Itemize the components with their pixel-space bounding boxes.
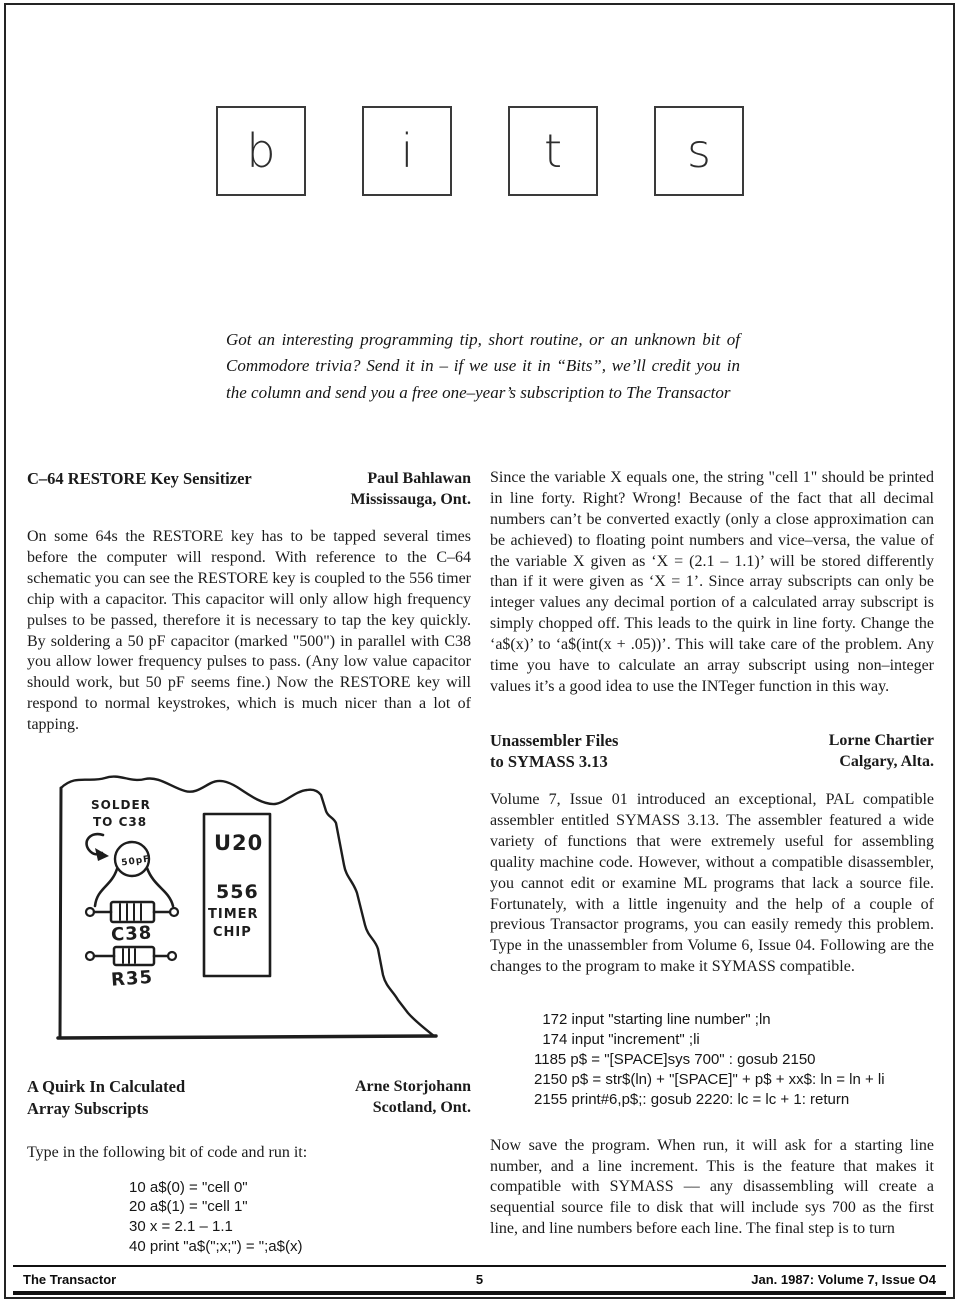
unassembler-body-paragraph-2: Now save the program. When run, it will ask for a starting line number, and a line increment. This is the feature that makes it compatible with SYMASS –– any disassembling will create a sequential source file to disk that will include sys 700 as the first line, and line numbers before each line. The final step is to turn [490, 1136, 934, 1238]
logo-box-b [216, 106, 306, 196]
u20-chip-name: U20 [214, 830, 264, 855]
code-line: 174 input "increment" ;li [534, 1030, 700, 1048]
unassembler-title-line1: Unassembler Files [490, 730, 619, 750]
author-location: Calgary, Alta. [839, 752, 934, 770]
solder-note-line1: SOLDER [91, 797, 151, 812]
footer-magazine-name: The Transactor [23, 1271, 117, 1287]
unassembler-title-line2: to SYMASS 3.13 [490, 752, 608, 772]
author-name: Arne Storjohann [354, 1077, 471, 1095]
code-line: 1185 p$ = "[SPACE]sys 700" : gosub 2150 [534, 1050, 816, 1068]
capacitor-lead-right [147, 868, 173, 906]
board-bottom-edge [58, 1036, 436, 1038]
solder-arrowhead [95, 848, 109, 861]
footer-issue-info: Jan. 1987: Volume 7, Issue O4 [751, 1271, 936, 1287]
code-line: 2150 p$ = str$(ln) + "[SPACE]" + p$ + xx$: ln = ln + li [534, 1070, 885, 1088]
restore-author-block [351, 468, 471, 510]
r35-label: R35 [110, 966, 154, 991]
new-capacitor-value: 50pF [120, 854, 152, 869]
article-title-restore: C–64 RESTORE Key Sensitizer [27, 469, 252, 488]
intro-blurb: Got an interesting programming tip, short routine, or an unknown bit of Commodore trivia? Send it in – if we use it in “Bits”, we’ll credit you in the column and send you a free one–year’s subscription to The Transactor [226, 330, 740, 402]
logo-letter: t [543, 124, 563, 178]
c64-board-sketch [27, 756, 471, 1046]
u20-chip-timer: TIMER [208, 906, 259, 922]
quirk-title-line2: Array Subscripts [27, 1098, 149, 1118]
author-location: Mississauga, Ont. [350, 491, 471, 509]
logo-letter: s [687, 124, 711, 178]
logo-letter: i [400, 124, 414, 178]
right-column [490, 468, 934, 1240]
unassembler-author-block [829, 730, 934, 772]
footer-page-number: 5 [475, 1271, 484, 1287]
u20-chip-chip: CHIP [213, 924, 252, 940]
code-line: 172 input "starting line number" ;ln [534, 1011, 771, 1029]
board-outline [60, 788, 61, 1037]
quirk-continuation-paragraph: Since the variable X equals one, the string "cell 1" should be printed in line forty. Right? Wrong! Because of the fact that all decimal numbers can’t be converted exactly (only a close approximation can be achieved) to floating point numbers and vice–versa, the value of the variable X given as ‘X = (2.1 – 1.1)’ will be stored differently than if it were given as ‘X = 1’. Since array subscripts can only be integer values any decimal portion of a calculated array subscript is simply chopped off. This leads to the quirk in line forty. Change the ‘a$(x)’ to ‘a$(int(x + .05))’. This will take care of the problem. Any time you have to calculate an array subscript using non–integer values it’s a good idea to use the INTeger function in this way. [490, 469, 934, 695]
code-line: 30 x = 2.1 – 1.1 [129, 1218, 233, 1236]
solder-note-line2: TO C38 [93, 814, 148, 829]
quirk-title-line1: A Quirk In Calculated [27, 1076, 186, 1096]
c38-label: C38 [110, 922, 153, 946]
logo-box-t [508, 106, 598, 196]
code-line: 2155 print#6,p$;: gosub 2220: lc = lc + 1: return [534, 1090, 850, 1108]
unassembler-body-paragraph-1: Volume 7, Issue 01 introduced an exceptional, PAL compatible assembler entitled SYMASS 3.13. The assembler featured a wide variety of functions that were extremely useful for assembling quality machine code. However, without a compatible disassembler, you cannot edit or examine ML programs that lack a source file. Fortunately, with a little ingenuity and the help of a couple of previous Transactor programs, you can easily remedy this problem. Type in the unassembler from Volume 6, Issue 04. Following are the changes to the program to make it SYMASS compatible. [490, 791, 934, 976]
code-line: 40 print "a$(";x;") = ";a$(x) [129, 1238, 303, 1256]
unassembler-code-listing [534, 1010, 934, 1110]
restore-body-paragraph: On some 64s the RESTORE key has to be tapped several times before the computer will respond. With reference to the C–64 schematic you can see the RESTORE key is coupled to the 556 timer chip with a capacitor. This capacitor will only allow high frequency pulses to be passed, therefore it is necessary to tap the key quickly. By soldering a 50 pF capacitor (marked "500") in parallel with C38 you allow lower frequency pulses to pass. (Any low value capacitor should work, but 50 pF seems fine.) Now the RESTORE key will respond to normal keystrokes, which is much nicer than a lot of tapping. [27, 528, 471, 734]
author-location: Scotland, Ont. [372, 1099, 471, 1117]
article-title-unassembler [490, 730, 618, 774]
capacitor-lead-left [95, 869, 117, 906]
schematic-figure [27, 756, 471, 1046]
logo-box-s [654, 106, 744, 196]
code-line: 10 a$(0) = "cell 0" [129, 1178, 248, 1196]
quirk-code-listing [129, 1178, 471, 1258]
restore-article-header [27, 468, 471, 510]
bits-logo [0, 106, 960, 196]
c38-body [111, 902, 154, 922]
author-name: Paul Bahlawan [367, 470, 471, 487]
quirk-article-header [27, 1076, 471, 1120]
logo-letter: b [246, 124, 276, 178]
quirk-intro-line: Type in the following bit of code and run it: [27, 1143, 308, 1161]
article-title-quirk [27, 1076, 185, 1120]
page-footer [13, 1265, 946, 1295]
u20-chip-556: 556 [216, 880, 259, 903]
author-name: Lorne Chartier [828, 731, 934, 749]
code-line: 20 a$(1) = "cell 1" [129, 1198, 248, 1216]
quirk-author-block [355, 1076, 471, 1118]
left-column [27, 468, 471, 1257]
logo-box-i [362, 106, 452, 196]
unassembler-article-header [490, 730, 934, 774]
